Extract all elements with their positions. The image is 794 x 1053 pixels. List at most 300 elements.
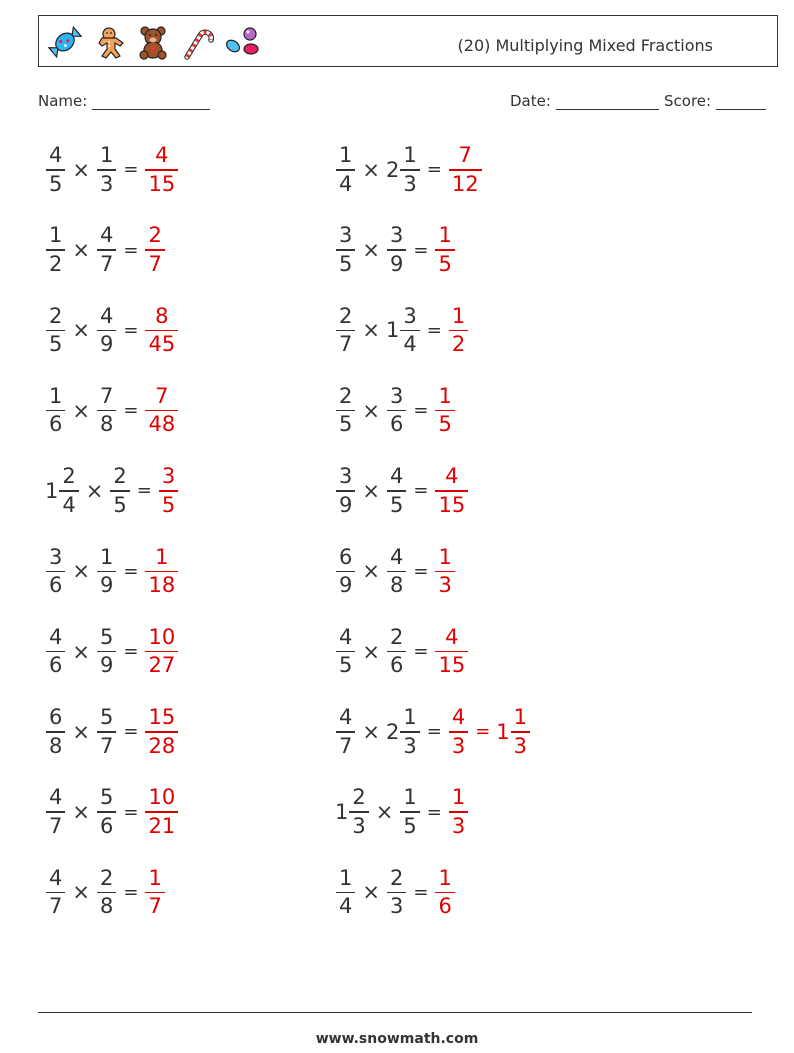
denominator: 7 — [339, 733, 353, 758]
answer-fraction — [434, 383, 455, 437]
equals-sign: = — [413, 560, 429, 582]
fraction — [387, 544, 406, 597]
denominator: 6 — [438, 894, 452, 919]
factor-b — [96, 303, 117, 357]
numerator: 4 — [451, 705, 466, 730]
denominator: 7 — [99, 733, 114, 758]
answer — [434, 865, 455, 919]
answer — [434, 383, 455, 437]
problem-2 — [335, 145, 483, 195]
factor-a — [45, 466, 80, 516]
score-label: Score: — [664, 92, 712, 110]
factor-b — [386, 707, 421, 757]
numerator: 3 — [161, 464, 176, 489]
numerator: 3 — [49, 544, 63, 569]
denominator: 2 — [49, 251, 63, 276]
answer-fraction — [144, 707, 179, 757]
denominator: 7 — [148, 251, 162, 276]
factor-a — [335, 544, 356, 597]
times-sign: × — [72, 238, 90, 263]
fraction — [449, 303, 468, 357]
problem-19 — [45, 865, 166, 919]
numerator: 1 — [148, 865, 162, 890]
denominator: 6 — [49, 653, 63, 678]
fraction — [46, 624, 65, 678]
problem-1 — [45, 145, 179, 195]
factor-b — [96, 225, 117, 275]
fraction — [336, 707, 355, 757]
numerator: 4 — [339, 705, 353, 730]
times-sign: × — [72, 398, 90, 423]
denominator: 4 — [62, 492, 76, 517]
times-sign: × — [362, 318, 380, 343]
denominator: 7 — [49, 813, 63, 838]
fraction — [387, 865, 406, 919]
equals-sign: = — [413, 239, 429, 261]
numerator: 10 — [148, 785, 176, 810]
answer — [448, 303, 469, 357]
factor-a — [335, 787, 370, 837]
denominator: 4 — [403, 332, 417, 357]
numerator: 4 — [49, 624, 63, 649]
answer-fraction — [144, 225, 165, 275]
numerator: 1 — [403, 143, 417, 167]
factor-b — [386, 466, 407, 516]
denominator: 5 — [438, 412, 452, 437]
fraction — [336, 624, 355, 678]
answer-fraction — [144, 787, 179, 837]
numerator: 3 — [389, 223, 404, 248]
answer-fraction — [434, 225, 455, 275]
fraction — [387, 225, 406, 275]
numerator: 2 — [339, 303, 353, 328]
problem-8 — [335, 383, 456, 437]
answer-fraction — [434, 544, 455, 597]
factor-b — [386, 865, 407, 919]
fraction — [511, 707, 530, 757]
numerator: 1 — [438, 223, 452, 248]
times-sign: × — [72, 880, 90, 905]
denominator: 48 — [148, 412, 176, 437]
denominator: 28 — [148, 733, 176, 758]
name-blank[interactable] — [92, 95, 210, 110]
fraction — [159, 466, 178, 516]
fraction — [46, 787, 65, 837]
fraction — [59, 466, 78, 516]
fraction — [97, 624, 116, 678]
whole-number: 1 — [385, 318, 400, 343]
answer — [448, 707, 531, 757]
fraction — [46, 303, 65, 357]
answer-fraction — [448, 707, 469, 757]
numerator: 1 — [438, 544, 452, 569]
answer — [144, 865, 165, 919]
answer — [144, 145, 179, 195]
fraction — [336, 145, 355, 195]
answer-fraction — [434, 865, 455, 919]
numerator: 1 — [99, 544, 114, 569]
numerator: 1 — [49, 223, 63, 248]
fraction — [435, 225, 454, 275]
answer — [144, 544, 179, 597]
equals-sign: = — [413, 480, 429, 502]
denominator: 9 — [339, 573, 353, 597]
denominator: 3 — [438, 573, 452, 597]
factor-a — [45, 145, 66, 195]
denominator: 9 — [389, 251, 404, 276]
times-sign: × — [72, 719, 90, 744]
numerator: 2 — [113, 464, 127, 489]
problem-5 — [45, 303, 179, 357]
answer-fraction — [144, 145, 179, 195]
date-label: Date: — [510, 92, 551, 110]
numerator: 1 — [403, 785, 417, 810]
fraction — [97, 544, 116, 597]
factor-a — [45, 624, 66, 678]
numerator: 15 — [148, 705, 176, 730]
fraction — [336, 466, 355, 516]
denominator: 5 — [438, 251, 452, 276]
denominator: 6 — [99, 813, 114, 838]
fraction — [449, 145, 482, 195]
numerator: 3 — [389, 383, 404, 408]
fraction — [336, 865, 355, 919]
fraction — [46, 544, 65, 597]
times-sign: × — [362, 719, 380, 744]
fraction — [387, 624, 406, 678]
fraction — [145, 383, 178, 437]
fraction — [110, 466, 129, 516]
candy-cane-icon — [179, 24, 215, 60]
fraction — [97, 225, 116, 275]
factor-b — [399, 787, 420, 837]
denominator: 8 — [49, 733, 63, 758]
numerator: 7 — [99, 383, 114, 408]
answer-mixed-number — [496, 707, 531, 757]
fraction — [336, 225, 355, 275]
denominator: 3 — [403, 171, 417, 196]
denominator: 9 — [99, 653, 114, 678]
numerator: 6 — [339, 544, 353, 569]
whole-number: 1 — [496, 719, 510, 744]
fraction — [336, 303, 355, 357]
numerator: 1 — [99, 143, 114, 167]
answer-fraction — [144, 865, 165, 919]
numerator: 4 — [49, 865, 63, 890]
factor-b — [96, 707, 117, 757]
answer-fraction — [144, 383, 179, 437]
fraction — [97, 865, 116, 919]
numerator: 4 — [389, 464, 404, 489]
fraction — [400, 787, 419, 837]
numerator: 1 — [49, 383, 63, 408]
numerator: 7 — [458, 143, 472, 167]
answer — [144, 787, 179, 837]
numerator: 2 — [339, 383, 353, 408]
factor-a — [335, 466, 356, 516]
denominator: 5 — [339, 251, 353, 276]
fraction — [46, 145, 65, 195]
fraction — [336, 383, 355, 437]
factor-a — [335, 707, 356, 757]
numerator: 1 — [438, 383, 452, 408]
answer — [448, 787, 469, 837]
numerator: 5 — [99, 624, 114, 649]
denominator: 5 — [49, 171, 63, 196]
teddy-bear-icon — [135, 24, 171, 60]
fraction — [97, 303, 116, 357]
numerator: 4 — [339, 624, 353, 649]
denominator: 15 — [438, 492, 466, 517]
numerator: 1 — [451, 303, 466, 328]
denominator: 15 — [148, 171, 176, 196]
score-blank[interactable] — [716, 95, 766, 110]
fraction — [145, 865, 164, 919]
answer-fraction — [448, 303, 469, 357]
equals-sign: = — [136, 480, 152, 502]
times-sign: × — [72, 639, 90, 664]
factor-a — [335, 303, 356, 357]
denominator: 5 — [49, 332, 63, 357]
times-sign: × — [85, 478, 104, 503]
times-sign: × — [362, 559, 380, 584]
factor-b — [386, 383, 407, 437]
denominator: 5 — [339, 412, 353, 437]
answer — [434, 466, 469, 516]
numerator: 5 — [99, 785, 114, 810]
fraction — [145, 225, 164, 275]
whole-number: 2 — [385, 719, 400, 744]
denominator: 5 — [339, 653, 353, 678]
answer-fraction — [144, 303, 179, 357]
numerator: 1 — [513, 705, 528, 730]
denominator: 8 — [389, 573, 404, 597]
numerator: 2 — [49, 303, 63, 328]
equals-sign: = — [123, 721, 139, 743]
denominator: 7 — [148, 894, 162, 919]
denominator: 21 — [148, 813, 176, 838]
numerator: 2 — [389, 624, 404, 649]
fraction — [387, 383, 406, 437]
fraction — [46, 707, 65, 757]
times-sign: × — [375, 800, 394, 825]
numerator: 3 — [403, 303, 417, 328]
numerator: 4 — [99, 303, 114, 328]
fraction — [349, 787, 368, 837]
fraction — [145, 544, 178, 597]
factor-b — [386, 544, 407, 597]
denominator: 7 — [99, 251, 114, 276]
whole-number: 1 — [335, 800, 349, 825]
answer — [144, 383, 179, 437]
numerator: 1 — [339, 865, 353, 890]
equals-sign: = — [413, 400, 429, 422]
answer — [434, 225, 455, 275]
numerator: 2 — [62, 464, 76, 489]
equals-sign: = — [123, 319, 139, 341]
factor-a — [45, 707, 66, 757]
denominator: 9 — [99, 332, 114, 357]
numerator: 1 — [339, 143, 353, 167]
fraction — [145, 707, 178, 757]
numerator: 4 — [445, 464, 459, 489]
denominator: 8 — [99, 894, 114, 919]
fraction — [400, 303, 419, 357]
equals-sign: = — [123, 641, 139, 663]
header-icons — [47, 24, 263, 60]
times-sign: × — [362, 639, 380, 664]
answer — [158, 466, 179, 516]
denominator: 45 — [148, 332, 176, 357]
numerator: 7 — [155, 383, 169, 408]
answer-fraction — [158, 466, 179, 516]
fraction — [97, 145, 116, 195]
problem-16 — [335, 707, 531, 757]
name-field[interactable] — [38, 92, 210, 110]
answer-fraction — [434, 466, 469, 516]
factor-b — [96, 145, 117, 195]
denominator: 27 — [148, 653, 176, 678]
factor-a — [335, 865, 356, 919]
date-field[interactable] — [510, 92, 659, 110]
sweets-icon — [223, 24, 263, 60]
times-sign: × — [72, 800, 90, 825]
fraction — [435, 466, 468, 516]
numerator: 1 — [403, 705, 417, 730]
numerator: 6 — [49, 705, 63, 730]
equals-sign: = — [123, 159, 139, 181]
factor-b — [109, 466, 130, 516]
times-sign: × — [72, 559, 90, 584]
equals-sign: = — [123, 560, 139, 582]
numerator: 2 — [389, 865, 404, 890]
problem-7 — [45, 383, 179, 437]
denominator: 5 — [403, 813, 417, 838]
answer — [434, 544, 455, 597]
answer-equals-sign: = — [475, 721, 491, 743]
fraction — [145, 145, 178, 195]
times-sign: × — [362, 157, 380, 182]
equals-sign: = — [426, 159, 442, 181]
fraction — [400, 145, 419, 195]
problem-12 — [335, 544, 456, 597]
gingerbread-man-icon — [91, 24, 127, 60]
equals-sign: = — [123, 400, 139, 422]
factor-a — [45, 383, 66, 437]
factor-a — [45, 544, 66, 597]
factor-a — [45, 865, 66, 919]
factor-a — [335, 225, 356, 275]
numerator: 4 — [49, 143, 63, 167]
equals-sign: = — [426, 319, 442, 341]
problem-13 — [45, 624, 179, 678]
denominator: 3 — [403, 733, 417, 758]
problem-3 — [45, 225, 166, 275]
denominator: 12 — [451, 171, 479, 196]
times-sign: × — [72, 318, 90, 343]
equals-sign: = — [413, 881, 429, 903]
date-blank[interactable] — [556, 95, 659, 110]
problem-15 — [45, 707, 179, 757]
factor-b — [96, 865, 117, 919]
answer — [434, 624, 469, 678]
factor-a — [335, 145, 356, 195]
problem-11 — [45, 544, 179, 597]
numerator: 10 — [148, 624, 176, 649]
denominator: 6 — [389, 412, 404, 437]
numerator: 4 — [445, 624, 459, 649]
denominator: 6 — [389, 653, 404, 678]
answer-fraction — [448, 787, 469, 837]
fraction — [145, 624, 178, 678]
numerator: 3 — [339, 223, 353, 248]
problem-6 — [335, 303, 469, 357]
factor-a — [45, 225, 66, 275]
problem-14 — [335, 624, 469, 678]
numerator: 8 — [155, 303, 169, 328]
answer-fraction — [448, 145, 483, 195]
times-sign: × — [362, 398, 380, 423]
numerator: 3 — [339, 464, 353, 489]
fraction — [97, 383, 116, 437]
fraction — [449, 787, 468, 837]
answer — [144, 303, 179, 357]
fraction — [449, 707, 468, 757]
factor-b — [96, 624, 117, 678]
fraction — [435, 624, 468, 678]
fraction — [46, 865, 65, 919]
factor-a — [45, 303, 66, 357]
candy-icon — [47, 24, 83, 60]
problem-18 — [335, 787, 469, 837]
worksheet-header — [38, 15, 778, 67]
factor-b — [96, 383, 117, 437]
whole-number: 1 — [45, 478, 59, 503]
fraction — [145, 303, 178, 357]
factor-b — [386, 145, 421, 195]
factor-a — [335, 624, 356, 678]
denominator: 3 — [513, 733, 528, 758]
denominator: 6 — [49, 412, 63, 437]
denominator: 7 — [49, 894, 63, 919]
times-sign: × — [362, 238, 380, 263]
fraction — [400, 707, 419, 757]
denominator: 9 — [339, 492, 353, 517]
fraction — [336, 544, 355, 597]
score-field[interactable] — [664, 92, 766, 110]
denominator: 5 — [161, 492, 176, 517]
denominator: 3 — [389, 894, 404, 919]
denominator: 5 — [113, 492, 127, 517]
times-sign: × — [362, 478, 380, 503]
denominator: 3 — [352, 813, 366, 838]
denominator: 2 — [451, 332, 466, 357]
denominator: 6 — [49, 573, 63, 597]
factor-b — [385, 303, 421, 357]
numerator: 4 — [99, 223, 114, 248]
footer-url: www.snowmath.com — [315, 1031, 479, 1047]
factor-b — [96, 544, 117, 597]
answer — [144, 707, 179, 757]
fraction — [46, 225, 65, 275]
numerator: 4 — [155, 143, 169, 167]
factor-b — [96, 787, 117, 837]
whole-number: 2 — [385, 157, 400, 182]
denominator: 7 — [339, 332, 353, 357]
fraction — [97, 787, 116, 837]
numerator: 5 — [99, 705, 114, 730]
answer — [144, 225, 165, 275]
